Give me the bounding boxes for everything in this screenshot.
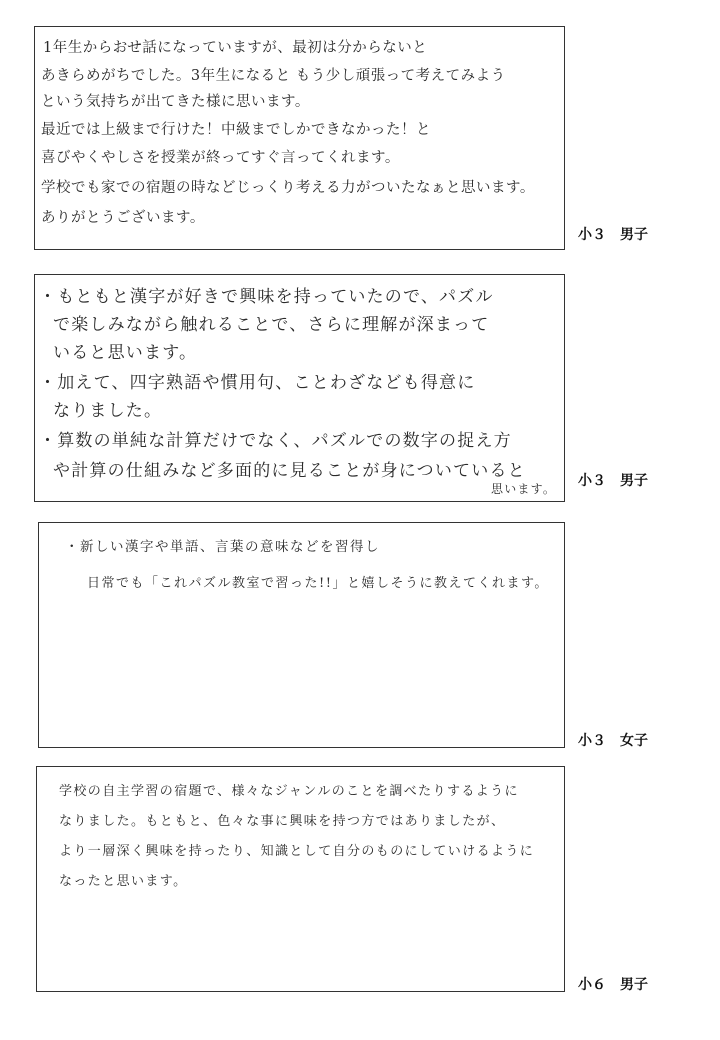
- comment-line: で楽しみながら触れることで、さらに理解が深まって: [53, 315, 490, 335]
- gender-label: 男子: [620, 977, 648, 993]
- comment-line: という気持ちが出てきた様に思います。: [41, 94, 310, 110]
- testimonial-card: [34, 26, 565, 250]
- comment-line: ありがとうございます。: [41, 210, 205, 226]
- grade-label: 小３: [578, 227, 606, 243]
- comment-line: ・加えて、四字熟語や慣用句、ことわざなども得意に: [39, 373, 476, 393]
- gender-label: 男子: [620, 473, 648, 489]
- comment-line: ・もともと漢字が好きで興味を持っていたので、パズル: [39, 287, 494, 307]
- comment-line: 喜びやくやしさを授業が終ってすぐ言ってくれます。: [41, 150, 400, 166]
- comment-line: いると思います。: [53, 343, 198, 363]
- comment-line: ・新しい漢字や単語、言葉の意味などを習得し: [65, 539, 380, 555]
- handwritten-comment: [37, 767, 564, 991]
- comment-line: なったと思います。: [59, 874, 188, 889]
- grade-label: 小６: [578, 977, 606, 993]
- respondent-label: [578, 730, 648, 750]
- handwritten-comment: [35, 27, 564, 249]
- comment-line: ・算数の単純な計算だけでなく、パズルでの数字の捉え方: [39, 431, 512, 451]
- respondent-label: [578, 974, 648, 994]
- comment-line: 学校でも家での宿題の時などじっくり考える力がついたなぁと思います。: [41, 180, 535, 196]
- respondent-label: [578, 470, 648, 490]
- testimonial-card: [38, 522, 565, 748]
- comment-line: なりました。: [53, 401, 163, 421]
- handwritten-comment: [35, 275, 564, 501]
- handwritten-comment: [39, 523, 564, 747]
- comment-line: 最近では上級まで行けた！中級までしかできなかった！と: [41, 122, 431, 138]
- comment-line: より一層深く興味を持ったり、知識として自分のものにしていけるように: [59, 844, 535, 859]
- gender-label: 男子: [620, 227, 648, 243]
- comment-line: 日常でも「これパズル教室で習った!!」と嬉しそうに教えてくれます。: [87, 576, 549, 591]
- respondent-label: [578, 224, 648, 244]
- comment-line: や計算の仕組みなど多面的に見ることが身についていると: [53, 461, 526, 481]
- comment-line: なりました。もともと、色々な事に興味を持つ方ではありましたが、: [59, 814, 506, 829]
- grade-label: 小３: [578, 733, 606, 749]
- testimonial-card: [34, 274, 565, 502]
- comment-line: 1年生からおせ話になっていますが、最初は分からないと: [43, 40, 428, 56]
- comment-line: あきらめがちでした。3年生になると もう少し頑張って考えてみよう: [41, 68, 506, 84]
- grade-label: 小３: [578, 473, 606, 489]
- comment-line: 思います。: [491, 482, 557, 496]
- testimonial-card: [36, 766, 565, 992]
- gender-label: 女子: [620, 733, 648, 749]
- comment-line: 学校の自主学習の宿題で、様々なジャンルのことを調べたりするように: [59, 784, 519, 799]
